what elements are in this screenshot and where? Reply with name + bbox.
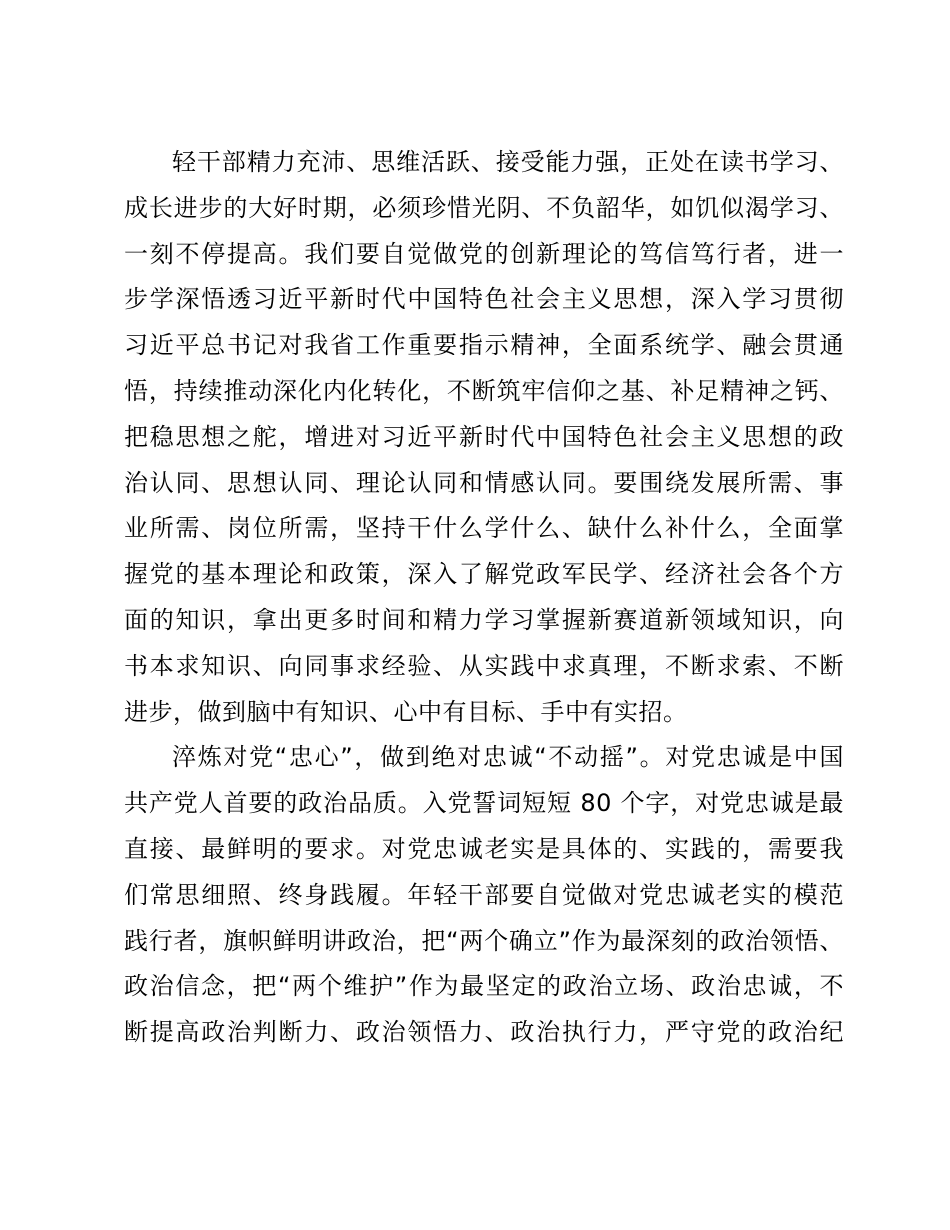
paragraph-study bbox=[124, 140, 844, 735]
text-line: 轻干部精力充沛、思维活跃、接受能力强，正处在读书学习、 bbox=[172, 148, 844, 176]
body-text bbox=[124, 140, 844, 1056]
text-line: 断提高政治判断力、政治领悟力、政治执行力，严守党的政治纪 bbox=[124, 1018, 844, 1047]
text-line: 共产党人首要的政治品质。入党誓词短短 80 个字，对党忠诚是最 bbox=[124, 789, 844, 818]
text-line: 握党的基本理论和政策，深入了解党政军民学、经济社会各个方 bbox=[124, 560, 844, 589]
text-line: 一刻不停提高。我们要自觉做党的创新理论的笃信笃行者，进一 bbox=[124, 239, 844, 268]
text-line: 治认同、思想认同、理论认同和情感认同。要围绕发展所需、事 bbox=[124, 468, 844, 497]
paragraph-loyalty bbox=[124, 735, 844, 1056]
text-line: 们常思细照、终身践履。年轻干部要自觉做对党忠诚老实的模范 bbox=[124, 880, 844, 909]
text-line: 政治信念，把“两个维护”作为最坚定的政治立场、政治忠诚，不 bbox=[124, 972, 844, 1001]
text-line: 淬炼对党“忠心”，做到绝对忠诚“不动摇”。对党忠诚是中国 bbox=[172, 743, 844, 772]
text-line: 习近平总书记对我省工作重要指示精神，全面系统学、融会贯通 bbox=[124, 331, 844, 360]
text-line: 步学深悟透习近平新时代中国特色社会主义思想，深入学习贯彻 bbox=[124, 285, 844, 314]
text-line: 书本求知识、向同事求经验、从实践中求真理，不断求索、不断 bbox=[124, 651, 844, 680]
text-line: 直接、最鲜明的要求。对党忠诚老实是具体的、实践的，需要我 bbox=[124, 834, 844, 863]
text-line: 面的知识，拿出更多时间和精力学习掌握新赛道新领域知识，向 bbox=[124, 605, 844, 634]
text-line: 悟，持续推动深化内化转化，不断筑牢信仰之基、补足精神之钙、 bbox=[124, 376, 844, 405]
text-line: 进步，做到脑中有知识、心中有目标、手中有实招。 bbox=[124, 697, 688, 726]
text-line: 把稳思想之舵，增进对习近平新时代中国特色社会主义思想的政 bbox=[124, 422, 844, 451]
text-line: 践行者，旗帜鲜明讲政治，把“两个确立”作为最深刻的政治领悟、 bbox=[124, 926, 844, 955]
text-line: 业所需、岗位所需，坚持干什么学什么、缺什么补什么，全面掌 bbox=[124, 514, 844, 543]
text-line: 成长进步的大好时期，必须珍惜光阴、不负韶华，如饥似渴学习、 bbox=[124, 193, 844, 222]
